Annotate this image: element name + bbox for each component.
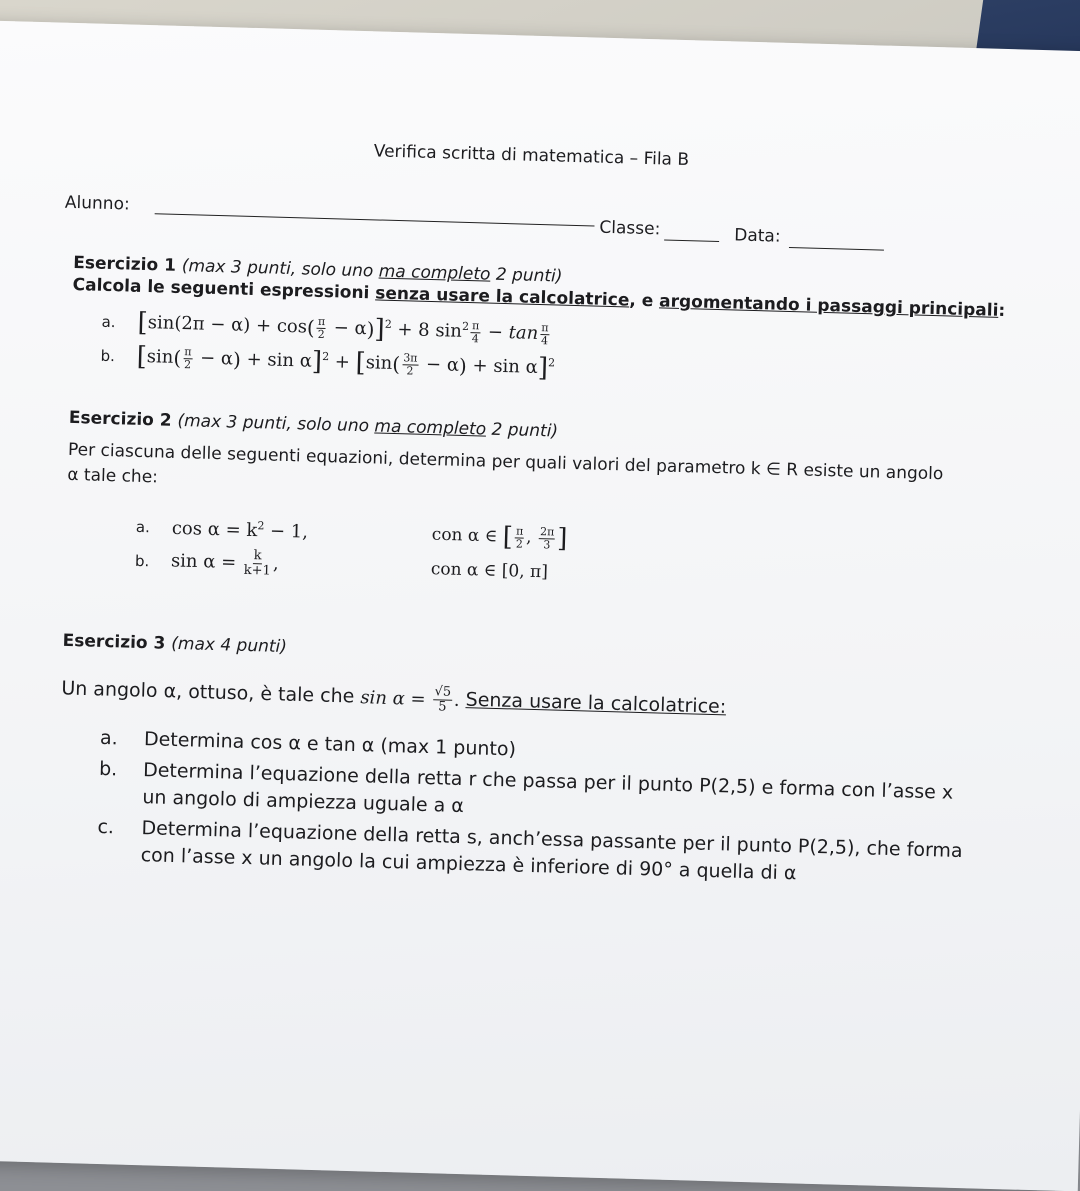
exam-content — [56, 133, 1036, 898]
ex2-eq-a: $\cos \alpha = k^2 - 1$, — [171, 517, 309, 543]
ex1-expr-a: [sin(2π − α) + cos( $\frac{\pi}{2}$ − α)]$^2$ + 8 $\sin^2$ $\frac{\pi}{4}$ − tan $\frac{\pi}{4}$ — [137, 307, 549, 347]
ex1-item-b: b. [sin( $\frac{\pi}{2}$ − α) + sin α]$^2$ + [sin( $\frac{3\pi}{2}$ − α) + sin α]$^2$ — [100, 341, 556, 384]
ex2-cond-a: con α ∈ [ $\frac{\pi}{2}$ , $\frac{2\pi}{3}$ ] — [431, 522, 568, 554]
ex3-intro: Un angolo α, ottuso, è tale che sin α = $\frac{√5}{5}$ . Senza usare la calcolatrice: — [61, 677, 727, 718]
ex3-heading — [62, 631, 1022, 678]
ex1-expr-b: [sin( $\frac{\pi}{2}$ − α) + sin α]$^2$ + [sin( $\frac{3\pi}{2}$ − α) + sin α]$^2$ — [136, 341, 556, 384]
ex3-item-c: c. Determina l’equazione della retta s, anch’essa passante per il punto P(2,5), che forma con l’asse x un angolo la cui ampiezza è inferiore di 90° a quella di α — [97, 815, 963, 885]
ex2-item-b: b. sin α = $\frac{k}{k+1}$ , con α ∈ [0, π] — [134, 548, 549, 582]
ex2-title: Esercizio 2 — [68, 407, 172, 431]
class-line — [664, 239, 719, 242]
ex2-text: Per ciascuna delle seguenti equazioni, determina per quali valori del parametro k ∈ R esiste un angolo α tale che: — [67, 439, 944, 488]
ex2-points: (max 3 punti, solo uno ma completo 2 punti) — [177, 410, 559, 442]
student-info-row — [64, 171, 1035, 258]
ex3-points: (max 4 punti) — [171, 633, 288, 658]
student-label: Alunno: — [64, 192, 131, 215]
student-name-line — [155, 213, 595, 226]
ex2-eq-b: sin α = $\frac{k}{k+1}$ , — [170, 548, 280, 579]
ex3-item-a: a. Determina cos α e tan α (max 1 punto) — [99, 726, 517, 761]
ex3-list — [96, 725, 980, 893]
ex3-item-b: b. Determina l’equazione della retta r che passa per il punto P(2,5) e forma con l’asse x un angolo di ampiezza uguale a α — [98, 757, 954, 818]
ex2-cond-b: con α ∈ [0, π] — [430, 558, 549, 582]
exam-title: Verifica scritta di matematica – Fila B — [373, 141, 690, 171]
ex1-title: Esercizio 1 — [72, 252, 177, 276]
class-label: Classe: — [599, 217, 661, 240]
exam-sheet — [0, 20, 1080, 1191]
ex1-points: (max 3 punti, solo uno ma completo 2 punti) — [181, 256, 563, 287]
ex1-instructions: Calcola le seguenti espressioni senza usare la calcolatrice, e argomentando i passaggi principali: — [72, 274, 1006, 322]
ex3-body — [56, 675, 1021, 894]
date-line — [789, 247, 884, 251]
ex1-item-a: a. [sin(2π − α) + cos( $\frac{\pi}{2}$ − α)]$^2$ + 8 $\sin^2$ $\frac{\pi}{4}$ − tan $\frac{\pi}{4}$ — [101, 307, 1031, 363]
ex2-item-a: a. $\cos \alpha = k^2 - 1$, con α ∈ [ $\frac{\pi}{2}$ , $\frac{2\pi}{3}$ ] — [135, 517, 568, 554]
date-label: Data: — [734, 225, 781, 247]
ex3-title: Esercizio 3 — [62, 630, 166, 654]
